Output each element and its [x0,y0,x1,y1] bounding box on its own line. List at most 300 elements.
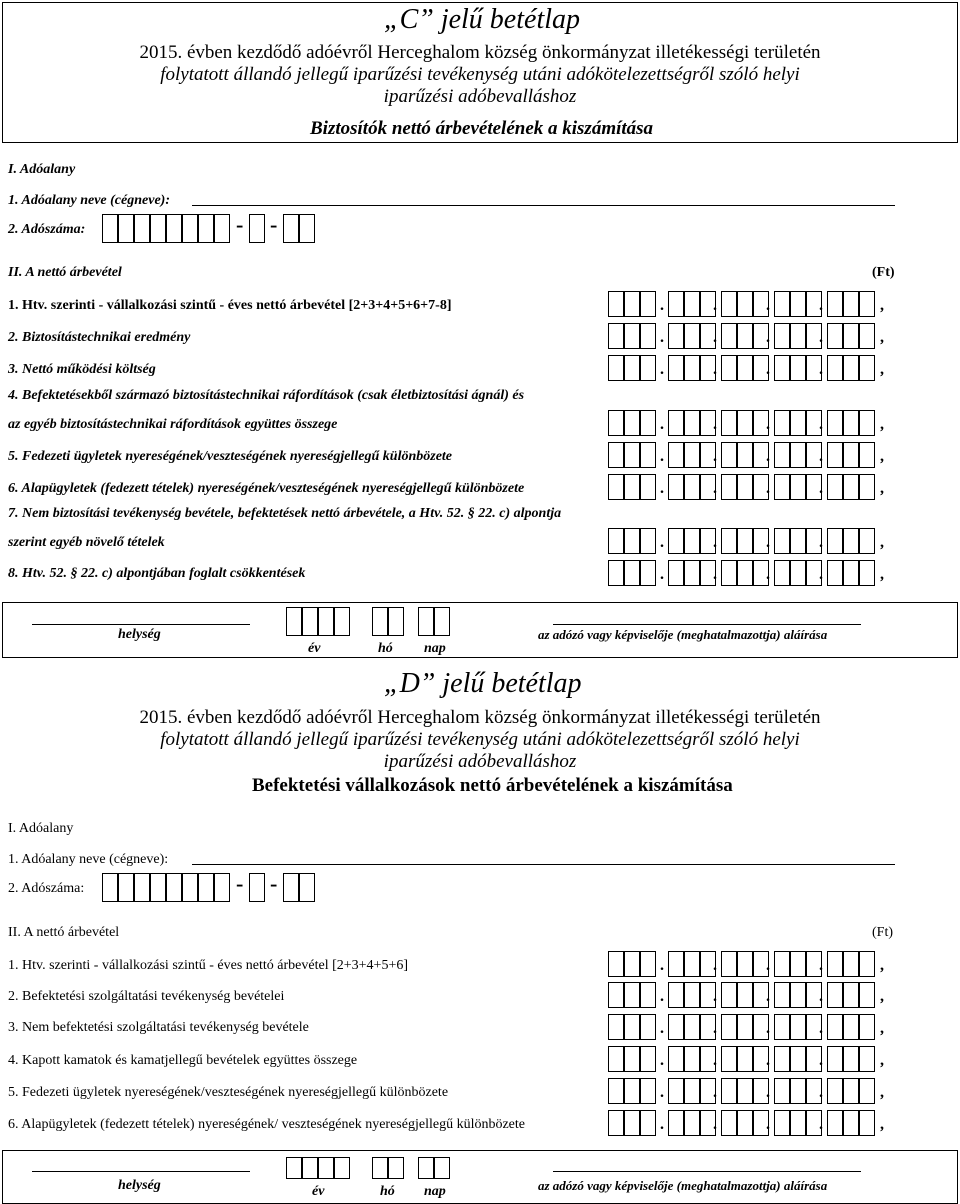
form-c-amount-3-digit[interactable] [640,355,656,381]
form-c-amount-6-digit[interactable] [721,474,737,500]
form-d-taxno-digit[interactable] [198,873,214,902]
form-c-amount-1-digit[interactable] [624,291,640,317]
form-c-amount-4-digit[interactable] [640,410,656,436]
form-d-amount-4-digit[interactable] [624,1046,640,1072]
form-d-amount-6-digit[interactable] [608,1110,624,1136]
form-c-amount-8-digit[interactable] [774,560,790,586]
form-c-amount-6-digit[interactable] [827,474,843,500]
form-d-amount-2-digit[interactable] [640,982,656,1008]
form-d-month-digit[interactable] [372,1157,388,1179]
form-d-amount-3-digit[interactable] [737,1014,753,1040]
form-c-amount-2-digit[interactable] [790,323,806,349]
form-c-amount-4-digit[interactable] [827,410,843,436]
form-c-amount-3-digit[interactable] [859,355,875,381]
form-d-amount-1-digit[interactable] [737,951,753,977]
form-c-amount-5-digit[interactable] [827,442,843,468]
form-d-name-field[interactable] [192,864,895,865]
form-d-amount-4-digit[interactable] [668,1046,684,1072]
form-d-amount-2-digit[interactable] [684,982,700,1008]
form-c-amount-7-digit[interactable] [790,528,806,554]
form-d-amount-6-digit[interactable] [721,1110,737,1136]
form-c-amount-5-digit[interactable] [859,442,875,468]
form-c-amount-5-digit[interactable] [684,442,700,468]
form-c-amount-1-digit[interactable] [737,291,753,317]
form-c-amount-7-digit[interactable] [624,528,640,554]
form-d-day-digit[interactable] [434,1157,450,1179]
form-d-amount-5-digit[interactable] [737,1078,753,1104]
form-c-amount-1-digit[interactable] [859,291,875,317]
form-c-taxno-digit[interactable] [182,214,198,243]
form-d-amount-1-digit[interactable] [624,951,640,977]
form-d-amount-4-digit[interactable] [843,1046,859,1072]
form-c-amount-8-digit[interactable] [608,560,624,586]
form-c-amount-5-digit[interactable] [790,442,806,468]
form-c-amount-3-dot: . [766,361,770,378]
form-d-row-4-label: 4. Kapott kamatok és kamatjellegű bevételek együttes összege [8,1053,358,1068]
form-d-taxno-digit[interactable] [299,873,315,902]
form-c-taxno-digit[interactable] [166,214,182,243]
form-c-amount-6-digit[interactable] [684,474,700,500]
form-d-amount-3-digit[interactable] [790,1014,806,1040]
form-c-amount-1-digit[interactable] [774,291,790,317]
form-d-amount-6-digit[interactable] [684,1110,700,1136]
form-c-header-line-2: folytatott állandó jellegű iparűzési tevékenység utáni adókötelezettségről szóló helyi [160,64,800,85]
form-c-amount-6-digit[interactable] [843,474,859,500]
form-d-year-digit[interactable] [302,1157,318,1179]
form-d-header-line-3: iparűzési adóbevalláshoz [383,751,577,772]
form-c-amount-2-digit[interactable] [684,323,700,349]
form-c-amount-7-digit[interactable] [668,528,684,554]
form-c-amount-5-dot: . [819,448,823,465]
form-d-amount-4-digit[interactable] [684,1046,700,1072]
form-c-amount-2-digit[interactable] [668,323,684,349]
form-d-amount-3-comma: , [880,1020,884,1037]
form-c-amount-2-digit[interactable] [859,323,875,349]
form-c-amount-5-digit[interactable] [843,442,859,468]
form-d-amount-6-digit[interactable] [790,1110,806,1136]
form-c-amount-2-digit[interactable] [721,323,737,349]
form-c-amount-5-digit[interactable] [640,442,656,468]
form-c-amount-8-dot: . [819,566,823,583]
form-d-amount-2-digit[interactable] [827,982,843,1008]
form-c-amount-1-digit[interactable] [640,291,656,317]
form-d-amount-6-comma: , [880,1116,884,1133]
form-c-amount-3-digit[interactable] [790,355,806,381]
form-c-amount-8-dot: . [713,566,717,583]
form-d-amount-4-digit[interactable] [827,1046,843,1072]
form-d-amount-1-digit[interactable] [640,951,656,977]
form-c-amount-4-digit[interactable] [737,410,753,436]
form-d-day-digit[interactable] [418,1157,434,1179]
form-c-row-7-label: 7. Nem biztosítási tevékenység bevétele, befektetések nettó árbevétele, a Htv. 52. § 22. c) alpontja [8,506,562,521]
form-d-amount-2-dot: . [819,988,823,1005]
form-d-day-label: nap [424,1184,446,1199]
form-c-amount-4-comma: , [880,416,884,433]
form-c-amount-7-comma: , [880,534,884,551]
form-d-taxno-digit[interactable] [283,873,299,902]
form-d-amount-6-digit[interactable] [737,1110,753,1136]
form-d-amount-6-digit[interactable] [827,1110,843,1136]
form-d-taxno-digit[interactable] [214,873,230,902]
form-d-amount-6-digit[interactable] [668,1110,684,1136]
form-d-amount-6-dot: . [819,1116,823,1133]
form-d-amount-4-dot: . [766,1052,770,1069]
form-d-amount-2-digit[interactable] [608,982,624,1008]
form-c-taxno-digit[interactable] [134,214,150,243]
form-d-amount-2-digit[interactable] [790,982,806,1008]
form-c-amount-7-digit[interactable] [827,528,843,554]
form-d-row-2-label: 2. Befektetési szolgáltatási tevékenység bevételei [8,989,285,1004]
form-c-amount-6-digit[interactable] [624,474,640,500]
form-d-amount-1-digit[interactable] [684,951,700,977]
form-c-amount-1-dot: . [766,297,770,314]
form-c-amount-8-comma: , [880,566,884,583]
form-d-amount-2-digit[interactable] [624,982,640,1008]
form-d-amount-2-digit[interactable] [721,982,737,1008]
form-c-amount-7-dot: . [660,534,664,551]
form-d-row-1-label: 1. Htv. szerinti - vállalkozási szintű - éves nettó árbevétel [2+3+4+5+6] [8,958,408,973]
form-d-amount-6-digit[interactable] [843,1110,859,1136]
form-c-amount-3-digit[interactable] [684,355,700,381]
form-c-amount-7-digit[interactable] [737,528,753,554]
form-c-amount-3-digit[interactable] [827,355,843,381]
form-d-amount-5-digit[interactable] [668,1078,684,1104]
form-c-amount-8-digit[interactable] [624,560,640,586]
form-d-amount-4-digit[interactable] [737,1046,753,1072]
form-c-amount-6-dot: . [819,480,823,497]
form-c-place-line[interactable] [32,624,250,625]
form-c-amount-4-digit[interactable] [624,410,640,436]
form-c-amount-3-digit[interactable] [608,355,624,381]
form-d-taxno-digit[interactable] [134,873,150,902]
form-d-amount-1-dot: . [713,957,717,974]
form-d-amount-6-dot: . [660,1116,664,1133]
form-d-taxno-digit[interactable] [249,873,265,902]
form-d-amount-4-dot: . [660,1052,664,1069]
form-c-amount-3-digit[interactable] [774,355,790,381]
form-c-amount-6-digit[interactable] [608,474,624,500]
form-c-amount-6-digit[interactable] [790,474,806,500]
form-c-amount-8-digit[interactable] [668,560,684,586]
form-c-name-field[interactable] [192,205,895,206]
form-d-amount-3-digit[interactable] [827,1014,843,1040]
form-c-amount-3-dot: . [713,361,717,378]
form-c-amount-2-digit[interactable] [624,323,640,349]
form-c-amount-1-digit[interactable] [721,291,737,317]
form-d-amount-3-digit[interactable] [774,1014,790,1040]
form-c-row-1-label [8,298,451,314]
form-d-taxno-digit[interactable] [182,873,198,902]
form-c-amount-7-digit[interactable] [640,528,656,554]
form-c-amount-5-digit[interactable] [721,442,737,468]
form-d-amount-1-digit[interactable] [859,951,875,977]
form-d-name-label: 1. Adóalany neve (cégneve): [8,852,169,867]
form-c-place-label: helység [118,627,161,642]
form-c-year-label: év [308,641,321,656]
form-d-month-digit[interactable] [388,1157,404,1179]
form-d-amount-5-dot: . [660,1084,664,1101]
form-d-amount-6-digit[interactable] [624,1110,640,1136]
form-c-amount-2-dot: . [766,329,770,346]
form-d-year-label: év [312,1184,325,1199]
form-d-amount-6-dot: . [766,1116,770,1133]
form-d-amount-3-digit[interactable] [684,1014,700,1040]
form-d-taxno-dash: - [236,871,244,896]
form-c-amount-8-digit[interactable] [737,560,753,586]
form-c-amount-4-digit[interactable] [684,410,700,436]
form-d-place-line[interactable] [32,1171,250,1172]
form-c-signature-line[interactable] [553,624,861,625]
form-c-month-digit[interactable] [372,607,388,636]
form-c-taxno-label: 2. Adószáma: [8,222,86,237]
form-d-signature-frame [2,1150,958,1204]
form-d-amount-3-digit[interactable] [843,1014,859,1040]
form-c-amount-4-dot: . [660,416,664,433]
form-c-section-netto: II. A nettó árbevétel [8,265,122,280]
form-d-amount-3-dot: . [713,1020,717,1037]
form-c-taxno-digit[interactable] [150,214,166,243]
form-c-amount-6-digit[interactable] [774,474,790,500]
form-d-amount-6-digit[interactable] [774,1110,790,1136]
form-d-amount-3-digit[interactable] [668,1014,684,1040]
form-c-amount-1-dot: . [819,297,823,314]
form-c-amount-3-comma: , [880,361,884,378]
form-d-header-line-1: 2015. évben kezdődő adóévről Herceghalom község önkormányzat illetékességi területén [139,707,821,728]
form-c-amount-4-digit[interactable] [843,410,859,436]
form-c-amount-6-digit[interactable] [737,474,753,500]
form-d-amount-3-digit[interactable] [859,1014,875,1040]
form-d-amount-5-dot: . [713,1084,717,1101]
form-c-amount-6-dot: . [766,480,770,497]
form-d-taxno-digit[interactable] [118,873,134,902]
form-c-amount-1-dot: . [660,297,664,314]
form-d-signature-line[interactable] [553,1171,861,1172]
form-c-amount-1-digit[interactable] [843,291,859,317]
form-c-amount-1-digit[interactable] [668,291,684,317]
form-c-amount-8-digit[interactable] [721,560,737,586]
form-c-amount-2-digit[interactable] [608,323,624,349]
form-c-year-digit[interactable] [302,607,318,636]
form-c-amount-8-digit[interactable] [684,560,700,586]
form-c-amount-6-digit[interactable] [668,474,684,500]
form-c-year-digit[interactable] [334,607,350,636]
form-c-header [100,42,860,108]
form-c-amount-2-digit[interactable] [843,323,859,349]
form-c-amount-6-dot: . [660,480,664,497]
form-c-row-6-label: 6. Alapügyletek (fedezett tételek) nyereségének/veszteségének nyereségjellegű különbözete [8,481,525,496]
form-c-amount-5-comma: , [880,448,884,465]
form-c-amount-5-digit[interactable] [624,442,640,468]
form-c-amount-3-dot: . [660,361,664,378]
form-c-day-digit[interactable] [418,607,434,636]
form-d-amount-2-digit[interactable] [668,982,684,1008]
form-c-amount-4-dot: . [713,416,717,433]
form-c-amount-3-digit[interactable] [721,355,737,381]
form-c-amount-1-digit[interactable] [684,291,700,317]
form-c-row-4-label: 4. Befektetésekből származó biztosítástechnikai ráfordítások (csak életbiztosítási ágnál) és [8,388,525,403]
form-d-amount-1-digit[interactable] [843,951,859,977]
form-c-amount-4-dot: . [766,416,770,433]
form-c-year-digit[interactable] [318,607,334,636]
form-d-subtitle: Befektetési vállalkozások nettó árbevételének a kiszámítása [252,775,733,796]
form-c-amount-4-digit[interactable] [608,410,624,436]
form-d-amount-1-dot: . [819,957,823,974]
form-d-amount-5-digit[interactable] [790,1078,806,1104]
form-c-amount-8-digit[interactable] [640,560,656,586]
form-c-amount-2-dot: . [660,329,664,346]
form-c-amount-5-digit[interactable] [737,442,753,468]
form-d-amount-2-digit[interactable] [737,982,753,1008]
form-c-amount-1-comma: , [880,297,884,314]
form-c-amount-5-digit[interactable] [774,442,790,468]
form-d-amount-6-digit[interactable] [640,1110,656,1136]
form-d-taxno-digit[interactable] [102,873,118,902]
form-d-signature-label: az adózó vagy képviselője (meghatalmazottja) aláírása [538,1178,828,1193]
form-d-amount-5-digit[interactable] [827,1078,843,1104]
form-d-amount-5-digit[interactable] [774,1078,790,1104]
form-c-amount-2-digit[interactable] [827,323,843,349]
form-d-amount-3-digit[interactable] [640,1014,656,1040]
form-c-header-line-1: 2015. évben kezdődő adóévről Herceghalom község önkormányzat illetékességi területén [139,42,821,63]
form-c-amount-4-digit[interactable] [790,410,806,436]
form-d-amount-5-dot: . [819,1084,823,1101]
form-d-row-5-label: 5. Fedezeti ügyletek nyereségének/veszteségének nyereségjellegű különbözete [8,1085,449,1100]
form-d-place-label: helység [118,1178,161,1193]
form-c-amount-8-digit[interactable] [843,560,859,586]
form-d-section-netto: II. A nettó árbevétel [8,925,120,940]
form-c-amount-7-digit[interactable] [774,528,790,554]
form-d-amount-4-digit[interactable] [774,1046,790,1072]
form-c-taxno-dash: - [236,212,244,237]
form-d-amount-3-digit[interactable] [721,1014,737,1040]
form-d-amount-4-digit[interactable] [721,1046,737,1072]
form-c-amount-7-digit[interactable] [684,528,700,554]
form-d-amount-1-digit[interactable] [774,951,790,977]
form-c-amount-8-digit[interactable] [790,560,806,586]
form-c-name-label: 1. Adóalany neve (cégneve): [8,193,170,208]
form-c-amount-1-digit[interactable] [790,291,806,317]
form-d-amount-5-digit[interactable] [640,1078,656,1104]
form-c-amount-5-digit[interactable] [608,442,624,468]
form-c-subtitle: Biztosítók nettó árbevételének a kiszámítása [310,118,654,139]
form-d-row-6-label: 6. Alapügyletek (fedezett tételek) nyereségének/ veszteségének nyereségjellegű különbözete [8,1117,525,1132]
form-c-amount-7-digit[interactable] [859,528,875,554]
form-c-amount-6-digit[interactable] [640,474,656,500]
form-d-year-digit[interactable] [334,1157,350,1179]
form-c-amount-7-digit[interactable] [721,528,737,554]
form-d-amount-2-digit[interactable] [843,982,859,1008]
form-d-amount-4-digit[interactable] [608,1046,624,1072]
form-c-amount-1-digit[interactable] [608,291,624,317]
form-d-month-label: hó [380,1184,395,1199]
form-d-amount-1-digit[interactable] [668,951,684,977]
form-c-year-digit[interactable] [286,607,302,636]
form-d-amount-5-digit[interactable] [624,1078,640,1104]
form-d-taxno-digit[interactable] [150,873,166,902]
form-c-unit: (Ft) [872,265,895,280]
form-c-amount-3-digit[interactable] [737,355,753,381]
form-d-amount-1-digit[interactable] [721,951,737,977]
form-d-amount-4-digit[interactable] [790,1046,806,1072]
form-d-taxno-label: 2. Adószáma: [8,881,85,896]
form-d-amount-5-digit[interactable] [721,1078,737,1104]
form-d-amount-5-digit[interactable] [859,1078,875,1104]
form-c-month-digit[interactable] [388,607,404,636]
form-c-taxno-digit[interactable] [198,214,214,243]
form-c-day-digit[interactable] [434,607,450,636]
form-d-amount-3-digit[interactable] [624,1014,640,1040]
form-c-amount-4-digit[interactable] [668,410,684,436]
form-d-amount-2-digit[interactable] [859,982,875,1008]
form-d-amount-5-digit[interactable] [684,1078,700,1104]
form-c-amount-7-digit[interactable] [608,528,624,554]
form-c-amount-2-digit[interactable] [737,323,753,349]
form-d-amount-3-dot: . [660,1020,664,1037]
form-c-amount-8-digit[interactable] [859,560,875,586]
form-c-taxno-digit[interactable] [102,214,118,243]
form-c-row-3-label: 3. Nettó működési költség [8,362,156,377]
form-c-amount-5-dot: . [660,448,664,465]
form-c-amount-3-digit[interactable] [843,355,859,381]
form-c-amount-5-dot: . [713,448,717,465]
form-c-amount-2-digit[interactable] [640,323,656,349]
form-c-amount-4-digit[interactable] [774,410,790,436]
form-d-amount-4-digit[interactable] [859,1046,875,1072]
form-c-amount-6-digit[interactable] [859,474,875,500]
form-d-amount-2-dot: . [713,988,717,1005]
form-c-taxno-digit[interactable] [249,214,265,243]
form-c-amount-1-digit[interactable] [827,291,843,317]
form-d-amount-5-digit[interactable] [608,1078,624,1104]
form-d-section-adoalany: I. Adóalany [8,821,74,836]
form-c-taxno-digit[interactable] [299,214,315,243]
form-d-amount-1-dot: . [766,957,770,974]
form-c-amount-4-digit[interactable] [721,410,737,436]
form-d-amount-1-dot: . [660,957,664,974]
form-d-amount-4-dot: . [819,1052,823,1069]
form-c-amount-7-digit[interactable] [843,528,859,554]
form-c-taxno-digit[interactable] [283,214,299,243]
form-c-amount-7-dot: . [766,534,770,551]
form-c-amount-8-digit[interactable] [827,560,843,586]
form-c-amount-3-digit[interactable] [624,355,640,381]
form-c-row-1-text: 1. Htv. szerinti - vállalkozási szintű - éves nettó árbevétel [2+3+4+5+6+7-8] [8,298,452,313]
form-c-amount-4-digit[interactable] [859,410,875,436]
form-c-row-2-label: 2. Biztosítástechnikai eredmény [8,330,191,345]
form-d-amount-3-digit[interactable] [608,1014,624,1040]
form-d-year-digit[interactable] [318,1157,334,1179]
form-c-amount-5-digit[interactable] [668,442,684,468]
form-c-taxno-digit[interactable] [214,214,230,243]
form-c-amount-6-dot: . [713,480,717,497]
form-c-amount-2-comma: , [880,329,884,346]
form-c-signature-label: az adózó vagy képviselője (meghatalmazottja) aláírása [538,627,828,642]
form-c-amount-8-dot: . [660,566,664,583]
form-d-amount-4-digit[interactable] [640,1046,656,1072]
form-d-amount-5-digit[interactable] [843,1078,859,1104]
form-d-amount-1-digit[interactable] [827,951,843,977]
form-c-amount-3-digit[interactable] [668,355,684,381]
form-d-amount-1-digit[interactable] [608,951,624,977]
form-d-year-digit[interactable] [286,1157,302,1179]
form-c-header-line-3: iparűzési adóbevalláshoz [383,86,577,107]
form-d-amount-1-digit[interactable] [790,951,806,977]
form-d-amount-6-digit[interactable] [859,1110,875,1136]
form-c-amount-2-digit[interactable] [774,323,790,349]
form-d-amount-2-digit[interactable] [774,982,790,1008]
form-c-taxno-digit[interactable] [118,214,134,243]
form-d-taxno-digit[interactable] [166,873,182,902]
